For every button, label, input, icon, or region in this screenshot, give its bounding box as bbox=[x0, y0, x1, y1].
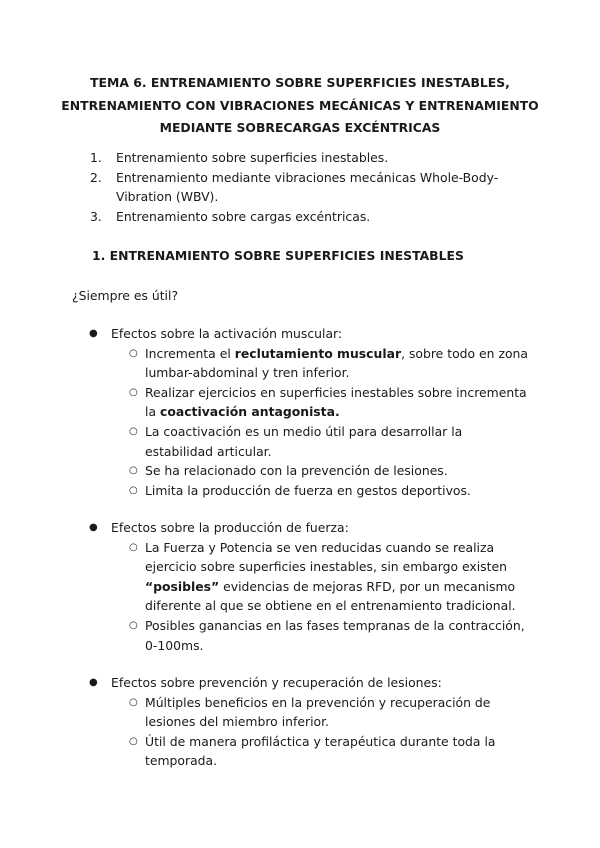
toc-text: Entrenamiento sobre cargas excéntricas. bbox=[116, 208, 371, 224]
title-line-3: MEDIANTE SOBRECARGAS EXCÉNTRICAS bbox=[159, 120, 441, 135]
toc-text: Entrenamiento mediante vibraciones mecánicas Whole-Body-Vibration (WBV). bbox=[116, 169, 499, 205]
toc-text: Entrenamiento sobre superficies inestables. bbox=[116, 150, 389, 165]
sub-item bbox=[129, 693, 529, 732]
bullet-item bbox=[89, 518, 529, 538]
circle-bullet-icon: ○ bbox=[129, 619, 138, 631]
title-line-2: ENTRENAMIENTO CON VIBRACIONES MECÁNICAS Y ENTRENAMIENTO bbox=[61, 97, 539, 113]
toc-item bbox=[90, 168, 540, 207]
bullet-dot-icon: ● bbox=[89, 328, 98, 339]
sub-text: Limita la producción de fuerza en gestos deportivos. bbox=[145, 482, 471, 498]
sub-item bbox=[129, 344, 529, 383]
bullet-block-muscle-activation bbox=[89, 324, 529, 500]
table-of-contents bbox=[90, 148, 540, 226]
emphasis-text: reclutamiento muscular bbox=[234, 345, 402, 361]
bullet-dot-icon: ● bbox=[89, 522, 98, 533]
circle-bullet-icon: ○ bbox=[129, 541, 138, 553]
bullet-block-injury-prevention bbox=[89, 673, 529, 771]
sub-item bbox=[129, 383, 529, 422]
bullet-label: Efectos sobre la producción de fuerza: bbox=[111, 520, 349, 535]
bullet-dot-icon: ● bbox=[89, 677, 98, 688]
sub-item bbox=[129, 616, 529, 655]
bullet-label: Efectos sobre la activación muscular: bbox=[111, 326, 343, 341]
circle-bullet-icon: ○ bbox=[129, 484, 138, 496]
toc-number: 3. bbox=[90, 208, 102, 224]
emphasis-text: “posibles” bbox=[145, 578, 220, 594]
bullet-item bbox=[89, 324, 529, 344]
bullet-item bbox=[89, 673, 529, 693]
sub-text: evidencias de mejoras RFD, por un mecanismo diferente al que se obtiene en el entrenamiento tradicional. bbox=[145, 578, 516, 614]
sub-item bbox=[129, 481, 529, 501]
circle-bullet-icon: ○ bbox=[129, 386, 138, 398]
sub-item bbox=[129, 461, 529, 481]
sub-text: Múltiples beneficios en la prevención y recuperación de lesiones del miembro inferior. bbox=[145, 694, 491, 730]
sub-item bbox=[129, 422, 529, 461]
toc-item bbox=[90, 148, 540, 168]
sub-text: La Fuerza y Potencia se ven reducidas cuando se realiza ejercicio sobre superficies inestables, sin embargo existen bbox=[145, 539, 507, 575]
circle-bullet-icon: ○ bbox=[129, 347, 138, 359]
circle-bullet-icon: ○ bbox=[129, 696, 138, 708]
title-line-1: TEMA 6. ENTRENAMIENTO SOBRE SUPERFICIES INESTABLES, bbox=[90, 75, 510, 90]
sub-text: Realizar ejercicios en superficies inestables sobre incrementa la bbox=[145, 384, 527, 420]
toc-number: 1. bbox=[90, 150, 102, 165]
bullet-block-force-production bbox=[89, 518, 529, 655]
sub-text: La coactivación es un medio útil para desarrollar la estabilidad articular. bbox=[145, 423, 463, 459]
sub-text: Incrementa el bbox=[145, 345, 235, 361]
sub-text: Útil de manera profiláctica y terapéutica durante toda la temporada. bbox=[145, 733, 496, 769]
sub-text: Se ha relacionado con la prevención de lesiones. bbox=[145, 463, 448, 479]
sub-item bbox=[129, 732, 529, 771]
circle-bullet-icon: ○ bbox=[129, 465, 138, 477]
circle-bullet-icon: ○ bbox=[129, 425, 138, 437]
toc-item bbox=[90, 207, 540, 227]
emphasis-text: coactivación antagonista. bbox=[159, 404, 340, 420]
toc-number: 2. bbox=[90, 169, 102, 185]
sub-text: Posibles ganancias en las fases tempranas de la contracción, 0-100ms. bbox=[145, 617, 525, 653]
sub-text: , sobre todo en zona lumbar-abdominal y tren inferior. bbox=[145, 345, 528, 381]
page-title bbox=[60, 72, 540, 140]
sub-item bbox=[129, 538, 529, 616]
section-question: ¿Siempre es útil? bbox=[72, 288, 179, 303]
circle-bullet-icon: ○ bbox=[129, 735, 138, 747]
bullet-label: Efectos sobre prevención y recuperación de lesiones: bbox=[111, 675, 442, 690]
section-heading: 1. ENTRENAMIENTO SOBRE SUPERFICIES INESTABLES bbox=[92, 248, 464, 263]
